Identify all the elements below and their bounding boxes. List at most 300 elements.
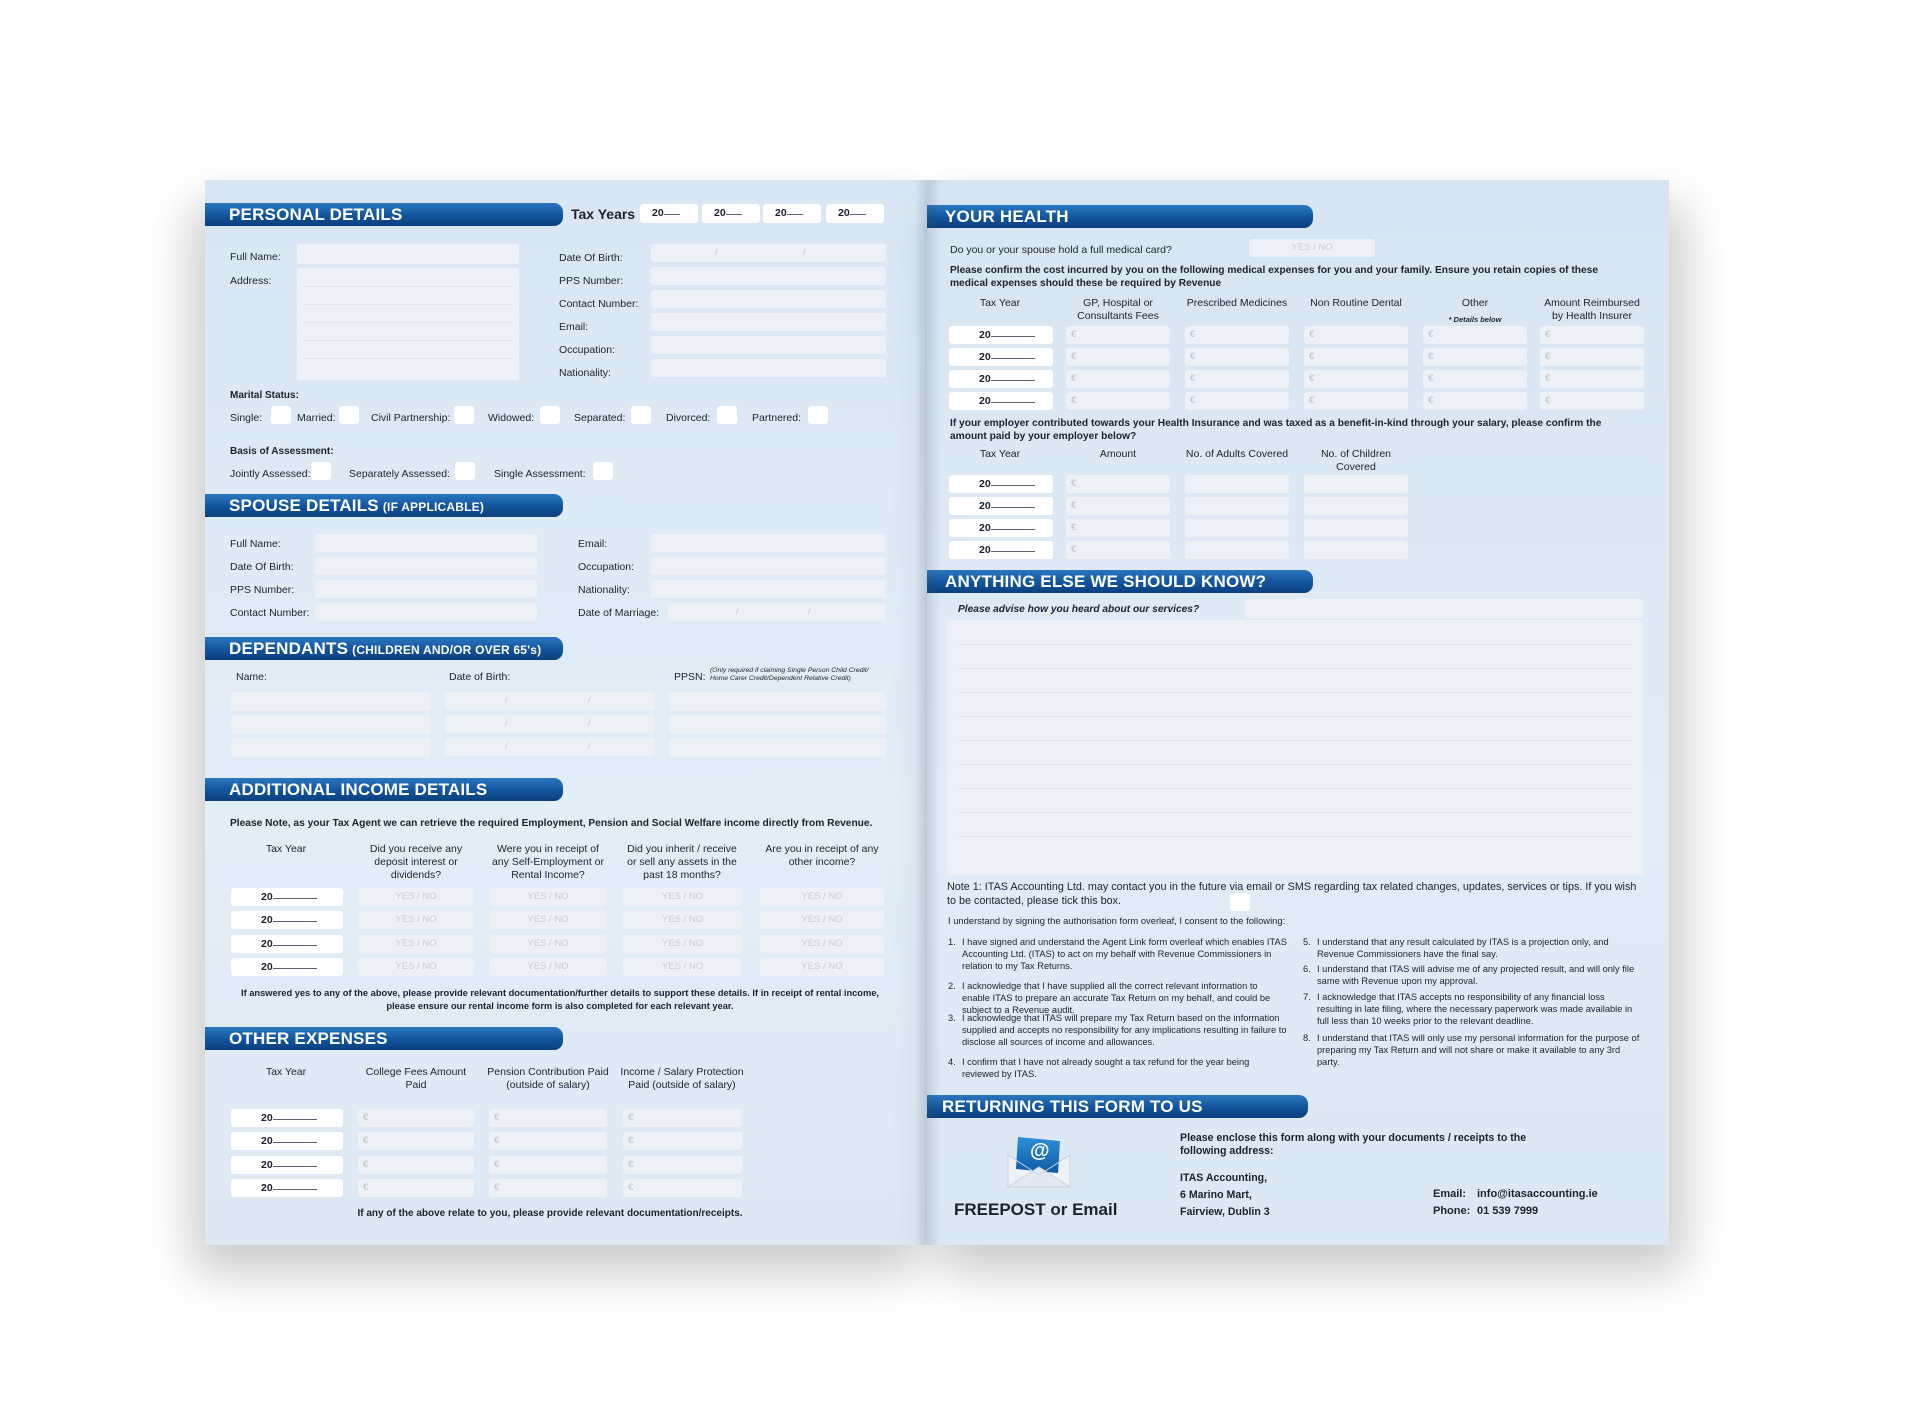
employer-amount-input-4[interactable] <box>1066 541 1170 559</box>
other-expenses-footer: If any of the above relate to you, please provide relevant documentation/receipts. <box>357 1208 743 1219</box>
euro-symbol: € <box>1309 351 1315 362</box>
college-fees-input-3[interactable] <box>358 1156 474 1174</box>
euro-symbol: € <box>494 1159 500 1170</box>
dependant-2-dob-input[interactable] <box>445 715 655 733</box>
date-separator: / <box>808 606 811 617</box>
spouse-email-input[interactable] <box>651 534 886 552</box>
dental-input-2[interactable] <box>1304 348 1408 366</box>
year-prefix: 20 <box>261 961 273 973</box>
left-page <box>205 180 931 1245</box>
dependant-3-name-input[interactable] <box>231 738 431 757</box>
personal-details-header <box>205 203 563 226</box>
spouse-pps-number-input[interactable] <box>315 580 537 598</box>
tax-year-box-4[interactable] <box>826 204 884 223</box>
col-health-tax-year: Tax Year <box>979 297 1021 309</box>
contact-number-label: Contact Number: <box>559 298 639 310</box>
other-income-yes-no-3[interactable] <box>760 935 884 953</box>
year-blank-line <box>273 911 317 922</box>
other-medical-input-4[interactable] <box>1423 392 1527 410</box>
address-textarea[interactable] <box>297 268 519 380</box>
textarea-line <box>957 644 1633 645</box>
tax-year-box-3[interactable] <box>763 204 821 223</box>
dependant-1-ppsn-input[interactable] <box>669 692 886 711</box>
yes-no-placeholder: YES / NO <box>801 938 843 949</box>
email-label: Email: <box>559 321 589 333</box>
marital-option-5-checkbox[interactable] <box>631 406 651 424</box>
your-health-header-text: YOUR HEALTH <box>945 207 1069 226</box>
col-exp-tax-year: Tax Year <box>265 1066 307 1078</box>
expenses-year-4[interactable] <box>231 1179 343 1197</box>
col-college-fees: College Fees Amount Paid <box>365 1066 467 1091</box>
euro-symbol: € <box>1309 329 1315 340</box>
spouse-date-of-marriage-input[interactable] <box>668 603 886 621</box>
spouse-occupation-label: Occupation: <box>578 561 635 573</box>
euro-symbol: € <box>363 1182 369 1193</box>
col-dental: Non Routine Dental <box>1310 297 1402 309</box>
marital-option-7-checkbox[interactable] <box>808 406 828 424</box>
adults-covered-input-3[interactable] <box>1185 519 1289 537</box>
col-other-sub: * Details below <box>1448 315 1502 324</box>
euro-symbol: € <box>628 1112 634 1123</box>
col-employer-tax-year: Tax Year <box>979 448 1021 460</box>
email-label: Email: <box>1433 1188 1467 1200</box>
nationality-input[interactable] <box>651 359 886 377</box>
additional-year-1[interactable] <box>231 888 343 906</box>
dependant-name-label: Name: <box>236 671 267 683</box>
yes-no-placeholder: YES / NO <box>801 961 843 972</box>
gp-fees-input-2[interactable] <box>1066 348 1170 366</box>
consent-item-number: 3. <box>948 1013 956 1023</box>
year-prefix: 20 <box>979 351 991 363</box>
consent-item-number: 8. <box>1303 1033 1311 1043</box>
textarea-line <box>957 692 1633 693</box>
children-covered-input-4[interactable] <box>1304 541 1408 559</box>
expenses-year-2[interactable] <box>231 1132 343 1150</box>
year-prefix: 20 <box>261 914 273 926</box>
envelope-icon <box>1004 1135 1074 1191</box>
col-children-covered: No. of Children Covered <box>1320 448 1392 473</box>
email-value: info@itasaccounting.ie <box>1477 1188 1598 1200</box>
dependant-3-dob-input[interactable] <box>445 738 655 756</box>
reimbursed-input-4[interactable] <box>1540 392 1644 410</box>
spouse-nationality-label: Nationality: <box>578 584 630 596</box>
college-fees-input-2[interactable] <box>358 1132 474 1150</box>
occupation-label: Occupation: <box>559 344 616 356</box>
phone-value: 01 539 7999 <box>1477 1205 1539 1217</box>
address-label: Address: <box>230 275 272 287</box>
consent-intro: I understand by signing the authorisation form overleaf, I consent to the following: <box>948 915 1286 926</box>
spouse-full-name-input[interactable] <box>315 534 537 552</box>
dental-input-4[interactable] <box>1304 392 1408 410</box>
college-fees-input-1[interactable] <box>358 1109 474 1127</box>
full-name-label: Full Name: <box>230 251 281 263</box>
date-separator: / <box>505 741 508 752</box>
euro-symbol: € <box>363 1112 369 1123</box>
spouse-date-of-birth-input[interactable] <box>315 557 537 575</box>
year-blank-line <box>273 1179 317 1190</box>
children-covered-input-1[interactable] <box>1304 475 1408 493</box>
additional-year-2[interactable] <box>231 911 343 929</box>
address-line <box>303 286 513 287</box>
anything-else-textarea[interactable] <box>947 620 1643 875</box>
additional-year-3[interactable] <box>231 935 343 953</box>
employer-year-3[interactable] <box>949 519 1053 537</box>
marital-option-2-label: Married: <box>297 412 336 424</box>
contact-number-input[interactable] <box>651 290 886 308</box>
year-prefix: 20 <box>979 478 991 490</box>
euro-symbol: € <box>1190 329 1196 340</box>
deposit-yes-no-4[interactable] <box>358 958 474 976</box>
adults-covered-input-1[interactable] <box>1185 475 1289 493</box>
dependant-2-name-input[interactable] <box>231 715 431 734</box>
spouse-details-header-subtitle: (IF APPLICABLE) <box>382 500 485 514</box>
dependant-ppsn-label: PPSN: <box>674 671 706 683</box>
reimbursed-input-1[interactable] <box>1540 326 1644 344</box>
yes-no-placeholder: YES / NO <box>395 891 437 902</box>
pps-number-label: PPS Number: <box>559 275 624 287</box>
year-prefix: 20 <box>261 1112 273 1124</box>
additional-income-footer: If answered yes to any of the above, please provide relevant documentation/further details to support these details. If in receipt of rental income, please ensure our rental income form is also completed for each relevant year. <box>240 988 880 1011</box>
euro-symbol: € <box>1071 522 1077 533</box>
self-employment-yes-no-2[interactable] <box>489 911 607 929</box>
inherit-yes-no-3[interactable] <box>623 935 742 953</box>
employer-year-1[interactable] <box>949 475 1053 493</box>
yes-no-placeholder: YES / NO <box>527 891 569 902</box>
spouse-pps-number-label: PPS Number: <box>230 584 295 596</box>
employer-amount-input-1[interactable] <box>1066 475 1170 493</box>
health-year-2[interactable] <box>949 348 1053 366</box>
gp-fees-input-1[interactable] <box>1066 326 1170 344</box>
deposit-yes-no-1[interactable] <box>358 888 474 906</box>
yes-no-placeholder: YES / NO <box>527 914 569 925</box>
consent-item-number: 7. <box>1303 992 1311 1002</box>
consent-item-text: I confirm that I have not already sought a tax refund for the year being reviewed by ITAS. <box>962 1057 1250 1079</box>
consent-item-8 <box>1303 1032 1641 1076</box>
year-blank-line <box>664 204 680 215</box>
self-employment-yes-no-3[interactable] <box>489 935 607 953</box>
euro-symbol: € <box>1545 373 1551 384</box>
basis-option-2-label: Separately Assessed: <box>349 468 450 480</box>
basis-option-3-label: Single Assessment: <box>494 468 586 480</box>
yes-no-placeholder: YES / NO <box>661 938 704 949</box>
year-blank-line <box>273 1156 317 1167</box>
year-blank-line <box>273 935 317 946</box>
date-separator: / <box>803 247 806 258</box>
dependant-1-name-input[interactable] <box>231 692 431 711</box>
euro-symbol: € <box>494 1112 500 1123</box>
envelope-at-symbol: @ <box>1030 1140 1050 1162</box>
year-prefix: 20 <box>261 1135 273 1147</box>
consent-item-text: I understand that ITAS will only use my personal information for the purpose of preparing my Tax Return and will not share or make it available to any 3rd party. <box>1317 1033 1640 1067</box>
health-year-3[interactable] <box>949 370 1053 388</box>
expenses-year-1[interactable] <box>231 1109 343 1127</box>
year-prefix: 20 <box>979 329 991 341</box>
employer-health-note: If your employer contributed towards your Health Insurance and was taxed as a benefit-in-kind through your salary, please confirm the amount paid by your employer below? <box>950 418 1602 442</box>
consent-item-text: I acknowledge that ITAS will prepare my Tax Return based on the information supplied and accepts no responsibility for any implications resulting in failure to disclose all sources of income and allowances. <box>962 1013 1287 1047</box>
address-line-3: Fairview, Dublin 3 <box>1180 1206 1270 1218</box>
year-blank-line <box>991 475 1035 486</box>
col-self-employment: Were you in receipt of any Self-Employment or Rental Income? <box>491 843 605 881</box>
euro-symbol: € <box>363 1135 369 1146</box>
marital-option-1-checkbox[interactable] <box>271 406 291 424</box>
euro-symbol: € <box>494 1182 500 1193</box>
nationality-label: Nationality: <box>559 367 611 379</box>
employer-amount-input-2[interactable] <box>1066 497 1170 515</box>
heard-about-input[interactable] <box>1245 599 1643 618</box>
consent-item-3 <box>948 1012 1288 1056</box>
tax-years-label: Tax Years <box>571 206 636 222</box>
yes-no-placeholder: YES / NO <box>801 891 843 902</box>
other-expenses-header-text: OTHER EXPENSES <box>229 1029 388 1048</box>
employer-year-4[interactable] <box>949 541 1053 559</box>
prescribed-input-4[interactable] <box>1185 392 1289 410</box>
children-covered-input-2[interactable] <box>1304 497 1408 515</box>
dental-input-3[interactable] <box>1304 370 1408 388</box>
spouse-email-label: Email: <box>578 538 608 550</box>
euro-symbol: € <box>1190 373 1196 384</box>
euro-symbol: € <box>494 1135 500 1146</box>
consent-item-number: 4. <box>948 1057 956 1067</box>
medical-expenses-note: Please confirm the cost incurred by you on the following medical expenses for you and your family. Ensure you retain copies of these medical expenses should these be required by Revenue <box>950 265 1598 289</box>
col-employer-amount: Amount <box>1099 448 1137 460</box>
income-protection-input-3[interactable] <box>623 1156 742 1174</box>
year-blank-line <box>991 497 1035 508</box>
employer-year-2[interactable] <box>949 497 1053 515</box>
inherit-yes-no-1[interactable] <box>623 888 742 906</box>
col-pension: Pension Contribution Paid (outside of salary) <box>487 1066 609 1091</box>
euro-symbol: € <box>1428 373 1434 384</box>
year-prefix: 20 <box>652 207 664 219</box>
basis-option-1-checkbox[interactable] <box>311 462 331 480</box>
date-of-birth-input[interactable] <box>651 244 886 262</box>
spouse-full-name-label: Full Name: <box>230 538 281 550</box>
income-protection-input-2[interactable] <box>623 1132 742 1150</box>
other-expenses-header <box>205 1027 563 1050</box>
other-income-yes-no-4[interactable] <box>760 958 884 976</box>
tax-year-box-2[interactable] <box>702 204 760 223</box>
adults-covered-input-2[interactable] <box>1185 497 1289 515</box>
pension-input-2[interactable] <box>489 1132 607 1150</box>
inherit-yes-no-2[interactable] <box>623 911 742 929</box>
gp-fees-input-4[interactable] <box>1066 392 1170 410</box>
address-line <box>303 340 513 341</box>
consent-item-text: I acknowledge that ITAS accepts no responsibility of any financial loss resulting in late filing, where the necessary paperwork was made available in full less than 10 weeks prior to the relevant deadline. <box>1317 992 1633 1026</box>
textarea-line <box>957 788 1633 789</box>
textarea-line <box>957 812 1633 813</box>
prescribed-input-1[interactable] <box>1185 326 1289 344</box>
other-medical-input-3[interactable] <box>1423 370 1527 388</box>
euro-symbol: € <box>628 1135 634 1146</box>
euro-symbol: € <box>1545 395 1551 406</box>
spouse-nationality-input[interactable] <box>651 580 886 598</box>
college-fees-input-4[interactable] <box>358 1179 474 1197</box>
marital-option-6-checkbox[interactable] <box>717 406 737 424</box>
anything-else-header-text: ANYTHING ELSE WE SHOULD KNOW? <box>945 572 1267 591</box>
date-separator: / <box>736 606 739 617</box>
euro-symbol: € <box>1309 373 1315 384</box>
year-blank-line <box>991 326 1035 337</box>
year-prefix: 20 <box>261 1182 273 1194</box>
euro-symbol: € <box>363 1159 369 1170</box>
self-employment-yes-no-4[interactable] <box>489 958 607 976</box>
dependants-header <box>205 637 563 660</box>
pension-input-1[interactable] <box>489 1109 607 1127</box>
euro-symbol: € <box>628 1159 634 1170</box>
year-prefix: 20 <box>714 207 726 219</box>
health-year-4[interactable] <box>949 392 1053 410</box>
year-prefix: 20 <box>838 207 850 219</box>
year-prefix: 20 <box>261 891 273 903</box>
euro-symbol: € <box>1428 329 1434 340</box>
self-employment-yes-no-1[interactable] <box>489 888 607 906</box>
employer-amount-input-3[interactable] <box>1066 519 1170 537</box>
basis-of-assessment-label: Basis of Assessment: <box>230 446 334 457</box>
year-blank-line <box>991 541 1035 552</box>
spouse-contact-number-input[interactable] <box>315 603 537 621</box>
year-prefix: 20 <box>979 373 991 385</box>
year-blank-line <box>991 348 1035 359</box>
col-gp-fees: GP, Hospital or Consultants Fees <box>1077 297 1159 322</box>
spouse-date-of-marriage-label: Date of Marriage: <box>578 607 660 619</box>
enclose-note: Please enclose this form along with your documents / receipts to the following address: <box>1180 1132 1527 1157</box>
medical-card-yes-no[interactable] <box>1249 239 1375 257</box>
euro-symbol: € <box>1545 329 1551 340</box>
consent-item-number: 5. <box>1303 937 1311 947</box>
reimbursed-input-3[interactable] <box>1540 370 1644 388</box>
tax-year-box-1[interactable] <box>640 204 698 223</box>
marital-option-6-label: Divorced: <box>666 412 711 424</box>
email-input[interactable] <box>651 313 886 331</box>
basis-option-2-checkbox[interactable] <box>455 462 475 480</box>
anything-else-header <box>927 570 1313 593</box>
euro-symbol: € <box>1071 395 1077 406</box>
deposit-yes-no-2[interactable] <box>358 911 474 929</box>
year-blank-line <box>991 392 1035 403</box>
year-prefix: 20 <box>261 938 273 950</box>
dependant-2-ppsn-input[interactable] <box>669 715 886 734</box>
heard-about-question: Please advise how you heard about our services? <box>958 604 1200 615</box>
children-covered-input-3[interactable] <box>1304 519 1408 537</box>
year-prefix: 20 <box>775 207 787 219</box>
textarea-line <box>957 764 1633 765</box>
address-line-2: 6 Marino Mart, <box>1180 1189 1252 1201</box>
euro-symbol: € <box>1071 329 1077 340</box>
deposit-yes-no-3[interactable] <box>358 935 474 953</box>
year-blank-line <box>273 958 317 969</box>
euro-symbol: € <box>1428 351 1434 362</box>
col-deposit: Did you receive any deposit interest or dividends? <box>369 843 463 881</box>
consent-item-number: 1. <box>948 937 956 947</box>
health-year-1[interactable] <box>949 326 1053 344</box>
contact-consent-checkbox[interactable] <box>1230 893 1250 911</box>
yes-no-placeholder: YES / NO <box>661 914 704 925</box>
additional-year-4[interactable] <box>231 958 343 976</box>
reimbursed-input-2[interactable] <box>1540 348 1644 366</box>
pps-number-input[interactable] <box>651 267 886 285</box>
year-prefix: 20 <box>261 1159 273 1171</box>
other-income-yes-no-1[interactable] <box>760 888 884 906</box>
dependant-dob-label: Date of Birth: <box>449 671 511 683</box>
year-blank-line <box>726 204 742 215</box>
yes-no-placeholder: YES / NO <box>527 938 569 949</box>
prescribed-input-3[interactable] <box>1185 370 1289 388</box>
prescribed-input-2[interactable] <box>1185 348 1289 366</box>
full-name-input[interactable] <box>297 244 519 264</box>
adults-covered-input-4[interactable] <box>1185 541 1289 559</box>
dental-input-1[interactable] <box>1304 326 1408 344</box>
freepost-or-email: FREEPOST or Email <box>954 1200 1118 1219</box>
col-inherit: Did you inherit / receive or sell any assets in the past 18 months? <box>627 843 737 881</box>
dependant-1-dob-input[interactable] <box>445 692 655 710</box>
marital-option-7-label: Partnered: <box>752 412 802 424</box>
euro-symbol: € <box>1428 395 1434 406</box>
yes-no-placeholder: YES / NO <box>527 961 569 972</box>
right-page <box>927 180 1669 1245</box>
spouse-details-header <box>205 494 563 517</box>
dependant-3-ppsn-input[interactable] <box>669 738 886 757</box>
additional-income-header <box>205 778 563 801</box>
yes-no-placeholder: YES / NO <box>1291 242 1333 253</box>
pension-input-4[interactable] <box>489 1179 607 1197</box>
gp-fees-input-3[interactable] <box>1066 370 1170 388</box>
basis-option-3-checkbox[interactable] <box>593 462 613 480</box>
year-blank-line <box>850 204 866 215</box>
address-line <box>303 358 513 359</box>
date-separator: / <box>588 695 591 706</box>
consent-item-text: I understand that ITAS will advise me of any projected result, and will only file same with Revenue upon my approval. <box>1317 964 1635 986</box>
textarea-line <box>957 740 1633 741</box>
occupation-input[interactable] <box>651 336 886 354</box>
spouse-contact-number-label: Contact Number: <box>230 607 310 619</box>
pension-input-3[interactable] <box>489 1156 607 1174</box>
date-of-birth-label: Date Of Birth: <box>559 252 623 264</box>
marital-option-5-label: Separated: <box>574 412 626 424</box>
date-separator: / <box>588 741 591 752</box>
ppsn-note: (Only required if claiming Single Person Child Credit/ Home Carer Credit/Dependent Relative Credit) <box>710 667 869 682</box>
income-protection-input-4[interactable] <box>623 1179 742 1197</box>
returning-form-header <box>927 1095 1308 1118</box>
textarea-line <box>957 716 1633 717</box>
income-protection-input-1[interactable] <box>623 1109 742 1127</box>
consent-item-4 <box>948 1056 1288 1100</box>
other-medical-input-2[interactable] <box>1423 348 1527 366</box>
consent-item-number: 2. <box>948 981 956 991</box>
dependants-header-text: DEPENDANTS <box>229 639 349 658</box>
marital-option-3-checkbox[interactable] <box>454 406 474 424</box>
spouse-occupation-input[interactable] <box>651 557 886 575</box>
marital-status-label: Marital Status: <box>230 390 299 401</box>
euro-symbol: € <box>1071 351 1077 362</box>
yes-no-placeholder: YES / NO <box>801 914 843 925</box>
page-fold <box>915 180 941 1245</box>
marital-option-3-label: Civil Partnership: <box>371 412 451 424</box>
marital-option-4-checkbox[interactable] <box>540 406 560 424</box>
expenses-year-3[interactable] <box>231 1156 343 1174</box>
other-income-yes-no-2[interactable] <box>760 911 884 929</box>
inherit-yes-no-4[interactable] <box>623 958 742 976</box>
contact-consent-note: Note 1: ITAS Accounting Ltd. may contact you in the future via email or SMS regarding tax related changes, updates, services or tips. If you wish to be contacted, please tick this box. <box>947 881 1637 907</box>
spouse-date-of-birth-label: Date Of Birth: <box>230 561 294 573</box>
euro-symbol: € <box>1071 544 1077 555</box>
marital-option-2-checkbox[interactable] <box>339 406 359 424</box>
consent-item-7 <box>1303 991 1641 1035</box>
year-prefix: 20 <box>979 500 991 512</box>
additional-income-header-text: ADDITIONAL INCOME DETAILS <box>229 780 488 799</box>
year-blank-line <box>273 888 317 899</box>
other-medical-input-1[interactable] <box>1423 326 1527 344</box>
year-prefix: 20 <box>979 544 991 556</box>
euro-symbol: € <box>1190 351 1196 362</box>
